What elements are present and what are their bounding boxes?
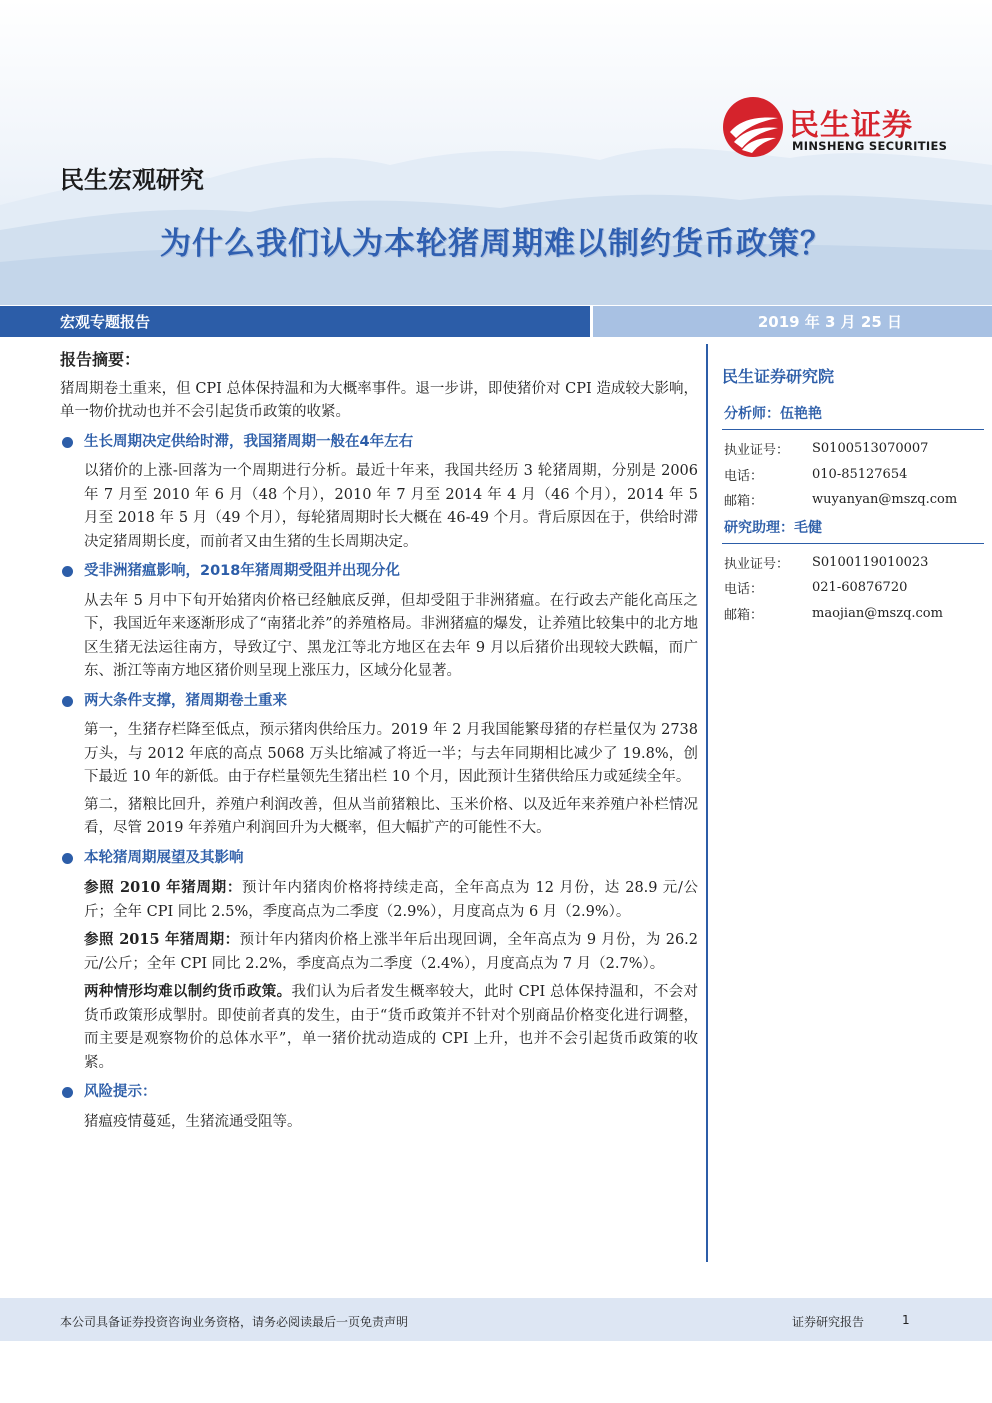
- column-divider: [706, 344, 708, 1262]
- bullet-dot-icon: [62, 696, 73, 707]
- analyst-phone: 电话： 010-85127654: [724, 466, 908, 484]
- section-heading: 本轮猪周期展望及其影响: [60, 847, 698, 871]
- section-heading: 风险提示：: [60, 1081, 698, 1105]
- logo-text-cn: 民生证券: [789, 108, 913, 143]
- report-date: 2019 年 3 月 25 日: [757, 313, 902, 331]
- summary-intro: 猪周期卷土重来，但 CPI 总体保持温和为大概率事件。退一步讲，即使猪价对 CPI 造成较大影响，单一物价扰动也并不会引起货币政策的收紧。: [60, 380, 698, 420]
- outlook-paragraph-2015: 参照 2015 年猪周期：预计年内猪肉价格上涨半年后出现回调，全年高点为 9 月份，为 26.2 元/公斤；全年 CPI 同比 2.2%，季度高点为二季度（2.4%），月度高点为 7 月（2.7%）。: [84, 931, 698, 972]
- section-heading: 生长周期决定供给时滞，我国猪周期一般在4年左右: [60, 431, 698, 455]
- research-institute: 民生证券研究院: [722, 367, 835, 386]
- bullet-dot-icon: [62, 437, 73, 448]
- section-paragraph: 以猪价的上涨-回落为一个周期进行分析。最近十年来，我国共经历 3 轮猪周期，分别是 2006 年 7 月至 2010 年 6 月（48 个月），2010 年 7 月至 2014 年 4 月（46 个月），2014 年 5 月至 2018 年 5 月（49 个月），每轮猪周期时长大概在 46-49 个月。背后原因在于，供给时滞决定猪周期长度，而前者又由生猪的生长周期决定。: [84, 463, 698, 550]
- analyst-sidebar: [722, 364, 984, 626]
- logo-text-en: MINSHENG SECURITIES: [792, 139, 948, 153]
- company-logo: [722, 96, 962, 160]
- footer-label: 证券研究报告: [792, 1315, 865, 1329]
- brand-label: 民生宏观研究: [60, 166, 204, 194]
- report-title: 为什么我们认为本轮猪周期难以制约货币政策？: [160, 226, 832, 262]
- section-paragraph: 第一，生猪存栏降至低点，预示猪肉供给压力。2019 年 2 月我国能繁母猪的存栏量仅为 2738 万头，与 2012 年底的高点 5068 万头比缩减了将近一半；与去年同期相比减少了 19.8%，创下最近 10 年的新低。由于存栏量领先生猪出栏 10 个月，因此预计生猪供给压力或延续全年。: [84, 722, 698, 785]
- report-info-bar: [0, 306, 992, 337]
- assistant-email: 邮箱： maojian@mszq.com: [724, 605, 943, 623]
- footer-disclaimer: 本公司具备证券投资咨询业务资格，请务必阅读最后一页免责声明: [60, 1315, 409, 1329]
- outlook-paragraph-2010: 参照 2010 年猪周期：预计年内猪肉价格将持续走高，全年高点为 12 月份，达 28.9 元/公斤；全年 CPI 同比 2.5%，季度高点为二季度（2.9%），月度高点为 6 月（2.9%）。: [84, 879, 699, 920]
- minsheng-logo-icon: [722, 96, 784, 158]
- page-number: 1: [902, 1313, 910, 1327]
- assistant-label: 研究助理：毛健: [722, 513, 984, 544]
- bullet-dot-icon: [62, 1087, 73, 1098]
- summary-column: [60, 348, 698, 1138]
- report-type: 宏观专题报告: [60, 313, 151, 331]
- bullet-dot-icon: [62, 566, 73, 577]
- bullet-dot-icon: [62, 853, 73, 864]
- assistant-license: 执业证号： S0100119010023: [724, 554, 929, 572]
- analyst-email: 邮箱： wuyanyan@mszq.com: [724, 492, 958, 510]
- analyst-label: 分析师：伍艳艳: [722, 399, 984, 430]
- summary-title: 报告摘要：: [60, 350, 141, 369]
- risk-paragraph: 猪瘟疫情蔓延，生猪流通受阻等。: [84, 1113, 302, 1130]
- section-paragraph: 从去年 5 月中下旬开始猪肉价格已经触底反弹，但却受阻于非洲猪瘟。在行政去产能化高压之下，我国近年来逐渐形成了“南猪北养”的养殖格局。非洲猪瘟的爆发，让养殖比较集中的北方地区生猪无法运往南方，导致辽宁、黑龙江等北方地区在去年 9 月以后猪价出现较大跌幅，而广东、浙江等南方地区猪价则呈现上涨压力，区域分化显著。: [84, 592, 698, 679]
- section-heading: 受非洲猪瘟影响，2018年猪周期受阻并出现分化: [60, 560, 698, 584]
- analyst-license: 执业证号： S0100513070007: [724, 441, 929, 459]
- assistant-phone: 电话： 021-60876720: [724, 580, 908, 598]
- section-paragraph: 第二，猪粮比回升，养殖户利润改善，但从当前猪粮比、玉米价格、以及近年来养殖户补栏情况看，尽管 2019 年养殖户利润回升为大概率，但大幅扩产的可能性不大。: [84, 796, 698, 836]
- section-heading: 两大条件支撑，猪周期卷土重来: [60, 690, 698, 714]
- outlook-paragraph-policy: 两种情形均难以制约货币政策。我们认为后者发生概率较大，此时 CPI 总体保持温和，不会对货币政策形成掣肘。即使前者真的发生，由于“货币政策并不针对个别商品价格变化进行调整，而主要是观察物价的总体水平”，单一猪价扰动造成的 CPI 上升，也并不会引起货币政策的收紧。: [84, 983, 699, 1071]
